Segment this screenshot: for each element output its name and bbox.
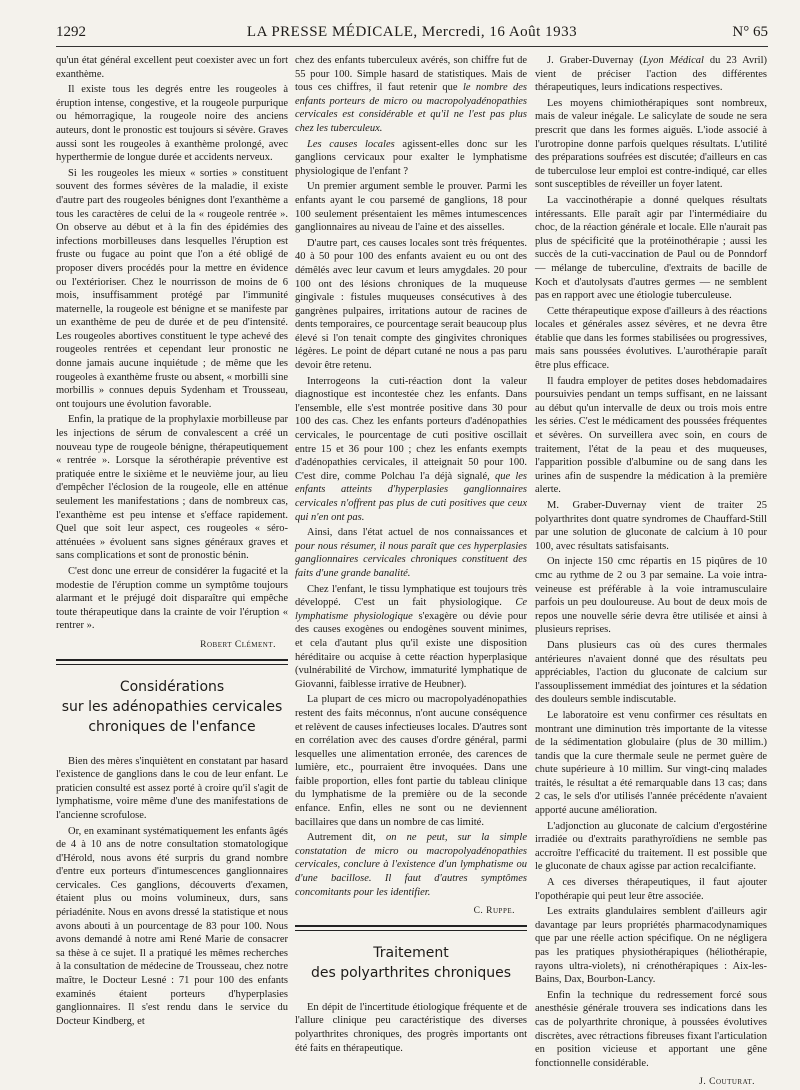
paragraph: Les moyens chimiothérapiques sont nombreux, mais de valeur inégale. Le salicylate de soude ne sera prescrit que dans les formes aiguës. L'iode associé à l'urotropine donne parfois quelques résultats. L'utilité des préparations soufrées est discutée; d'ailleurs en cas de tuberculose leur emploi est contre-indiqué, car elles sont susceptibles de réveiller un foyer latent.: [535, 97, 767, 191]
paragraph: [295, 138, 527, 179]
paragraph: [295, 54, 527, 136]
article-title: [56, 677, 288, 737]
article-title: [295, 943, 527, 983]
column-2: [295, 54, 527, 1064]
author-signature: J. Couturat.: [699, 1077, 755, 1088]
paragraph: [295, 831, 527, 899]
paragraph: Il faudra employer de petites doses hebdomadaires poursuivies pendant un temps suffisant, en ne laissant au début qu'un intervalle de deux ou trois mois entre les séries. C'est le médicament des poussées fréquentes et sévères. On surveillera avec soin, en cours de traitement, l'état de la peau et des muqueuses, l'apparition possible d'albumine ou de sang dans les urines afin de suspendre la médication à la première alerte.: [535, 375, 767, 496]
text-run: chez des enfants tuberculeux avérés, son chiffre fut de 55 pour 100. Simple hasard de statistiques. Mais de tous ces chiffres, il faut retenir que: [295, 55, 527, 94]
emphasis: Les causes locales: [307, 138, 395, 150]
article-divider: [295, 925, 527, 931]
paragraph: En dépit de l'incertitude étiologique fréquente et de l'allure clinique peu caractéristique des diverses polyarthrites chroniques, des progrès importants ont été faits en thérapeutique.: [295, 1001, 527, 1054]
running-header: [56, 22, 768, 46]
paragraph: [295, 526, 527, 580]
paragraph: On injecte 150 cmc répartis en 15 piqûres de 10 cmc au rythme de 2 ou 3 par semaine. La voie intra-veineuse est préférable à la voie intramusculaire parfois un peu douloureuse. Au bout de deux mois de repos une nouvelle série devra être utilisée et ainsi à plusieurs reprises.: [535, 556, 767, 636]
paragraph: Un premier argument semble le prouver. Parmi les enfants ayant le cou parsemé de ganglions, 18 pour 100 seulement présentaient les mêmes intumescences ganglionnaires au niveau de l'aine et des aisselles.: [295, 181, 527, 234]
author-signature: Robert Clément.: [200, 639, 276, 650]
emphasis: que les enfants atteints d'hyperplasies ganglionnaires cervicales n'offrent pas plus de cuti positives que ceux qui n'en ont pas.: [295, 470, 527, 523]
text-run: Ainsi, dans l'état actuel de nos connaissances et: [307, 527, 527, 539]
article-divider: [56, 659, 288, 665]
emphasis: pour nous résumer, il nous paraît que ces hyperplasies ganglionnaires cervicales chroniques constituent des faits d'une grande banalité.: [295, 540, 527, 579]
paragraph: M. Graber-Duvernay vient de traiter 25 polyarthrites dont quatre syndromes de Chauffard-Still par une solution de gluconate de calcium à 10 pour 100, avec résultats satisfaisants.: [535, 500, 767, 552]
paragraph: Les extraits glandulaires semblent d'ailleurs agir davantage par leurs propriétés pharmacodynamiques que par une réelle action spécifique. On ne négligera pas les pratiques physiothérapiques (héliothérapie, rayons ultra-violets), ni crénothérapiques : Aix-les-Bains, Dax, Bourbon-Lancy.: [535, 906, 767, 986]
emphasis: Ce lymphatisme physiologique: [295, 597, 527, 622]
author-signature: C. Ruppe.: [473, 906, 515, 917]
article-title-line: Traitement: [373, 944, 449, 961]
paragraph: Dans plusieurs cas où des cures thermales antérieures n'avaient donné que des résultats peu appréciables, l'action du gluconate de calcium sur l'assouplissement immédiat des jointures et la sédation des douleurs semble indiscutable.: [535, 639, 767, 706]
paragraph: [295, 583, 527, 692]
text-run: Autrement dit,: [307, 832, 386, 844]
page-number: 1292: [56, 24, 86, 40]
paragraph: [535, 54, 767, 95]
paragraph: Le laboratoire est venu confirmer ces résultats en montrant une diminution très importante de la vitesse de la sédimentation globulaire (plus de 30 millim.) tandis que la cure thermale seule ne permet guère de chute supérieure à 10 millim. Sur vingt-cinq malades traités, le résultat a été remarquable dans 13 cas; dans 2 cas, le sels d'or utilisés l'année précédente n'avaient apporté aucune amélioration.: [535, 709, 767, 817]
paragraph: Si les rougeoles les mieux « sorties » constituent souvent des formes sévères de la maladie, il existe d'autre part des rougeoles bénignes dont l'exanthème a tous les caractères de celui de la « rougeole rentrée ». On observe au début et à la fin des épidémies des infections morbilleuses dans lesquelles l'éruption est fruste ou fugace au point que l'on a été obligé de proposer divers procédés pour la mettre en évidence ou l'extérioriser. Chez le nourrisson de moins de 6 mois, insuffisamment protégé par l'immunité maternelle, la rougeole est bénigne et se manifeste par un exanthème de peu de durée et de peu d'intensité. Les rougeoles abortives constituent le type achevé des rougeoles rentrées et cependant leur pronostic ne donne jamais aucune inquiétude ; de même que les rougeoles à exanthème fruste ou absent, « morbilli sine morbillis » connues depuis Sydenham et Trousseau, ont toujours une évolution favorable.: [56, 167, 288, 410]
emphasis: Lyon Médical: [642, 55, 704, 66]
text-run: s'exagère ou dévie pour des causes exogènes ou endogènes souvent minimes, et cela d'autant plus qu'il existe une disposition héréditaire ou acquise à cette réaction hyperplasique (vulnérabilité de Virchow, immaturité lymphatique de Giovanni, faiblesse irrative de Heubner).: [295, 610, 527, 690]
paragraph: Or, en examinant systématiquement les enfants âgés de 4 à 10 ans de notre consultation stomatologique d'Hérold, nous avons été surpris du grand nombre d'entre eux porteurs d'intumescences ganglionnaires cervicales. Ces ganglions, découverts d'examen, étaient plus ou moins volumineux, durs, sans périadénite. Nous en avons dressé la statistique et nous avons abouti à un pourcentage de 83 pour 100. Nous avons demandé à notre ami René Marie de consacrer sa thèse à ce sujet. Il a pratiqué les mêmes recherches à la consultation de médecine de Trousseau, chez notre maître, le Docteur Lesné : 71 pour 100 des enfants examinés étaient porteurs d'hyperplasies ganglionnaires. Il s'est rendu dans le service du Docteur Kindberg, et: [56, 825, 288, 1027]
text-run: agissent-elles donc sur les ganglions cervicaux pour exalter le lymphatisme physiologique de l'enfant ?: [295, 138, 527, 177]
paragraph: La plupart de ces micro ou macropolyadénopathies restent des faits méconnus, n'ont aucune conséquence et relèvent de causes infectieuses locales. D'autres sont en corrélation avec des causes d'ordre général, parmi lesquelles une alimentation erronée, des carences de lumière, etc., pourraient être invoquées. Dans une faible proportion, elles font partie du tableau clinique du lymphatisme de la première ou de la seconde enfance. Enfin, elles ne sont ou ne deviennent bacillaires que dans un nombre de cas limité.: [295, 694, 527, 828]
paragraph: Cette thérapeutique expose d'ailleurs à des réactions locales et générales assez sévères, et ne devra être établie que dans les formes stabilisées ou progressives, mais sans poussées évolutives. L'aurothérapie paraît être plus efficace.: [535, 305, 767, 372]
paragraph: La vaccinothérapie a donné quelques résultats intéressants. Elle paraît agir par l'intermédiaire du choc, de la réaction générale et locale. Elle n'aurait pas plus de spécificité que la protéinothérapie ; aussi les succès de la cuti-vaccination de Paul ou de Ponndorf — mélange de tuberculine, d'extraits de bacille de Koch et d'autolysats d'autres germes — ne semblent pas en rapport avec une étiologie tuberculeuse.: [535, 194, 767, 302]
paragraph: C'est donc une erreur de considérer la fugacité et la modestie de l'éruption comme un symptôme toujours alarmant et le préjugé doit disparaître qui empêche toute thérapeutique dans la crainte de voir l'éruption « rentrer ».: [56, 565, 288, 632]
paragraph: Enfin, la pratique de la prophylaxie morbilleuse par les injections de sérum de convalescent a créé un nouveau type de rougeole bénigne, thérapeutiquement « rentrée ». Lorsque la sérothérapie préventive est pratiquée entre le sixième et le neuvième jour, au lieu d'empêcher l'éclosion de la rougeole, elle en atténue seulement les manifestations ; dans de nombreux cas, l'exanthème est peu intense et s'efface rapidement. Quel que soit leur aspect, ces rougeoles « séro-atténuées » évoluent sans signes généraux graves et sans complications et sont de pronostic bénin.: [56, 414, 288, 562]
paragraph: qu'un état général excellent peut coexister avec un fort exanthème.: [56, 55, 288, 80]
column-3: [535, 54, 767, 1088]
column-1: [56, 54, 288, 1064]
paragraph: D'autre part, ces causes locales sont très fréquentes. 40 à 50 pour 100 des enfants avaient eu ou ont des démêlés avec leur cavum et leurs amygdales. 20 pour 100 ont des lésions chroniques de la muqueuse gingivale : fistules muqueuses consécutives à des gangrènes pulpaires, irritations autour de racines de dents temporaires, ce pourcentage serait beaucoup plus élevé si l'on tenait compte des gingivites chroniques légères. Le point de départ cutané ne nous a pas paru devoir être retenu.: [295, 237, 527, 372]
emphasis: le nombre des enfants porteurs de micro ou macropolyadénopathies cervicales est considérable et qu'il ne l'est pas plus chez les tuberculeux.: [295, 82, 528, 134]
article-title-line: Considérations: [119, 678, 225, 695]
paragraph: Enfin la technique du redressement forcé sous anesthésie générale trouvera ses indications dans les cas de polyarthrite chronique, à poussées évolutives discrètes, avec rétractions fibreuses fixant l'articulation en position vicieuse et apportant une gêne fonctionnelle considérable.: [535, 989, 767, 1069]
issue-number: N° 65: [732, 24, 768, 40]
emphasis: on ne peut, sur la simple constatation de micro ou macropolyadénopathies cervicales, conclure à l'existence d'un lymphatisme ou d'une bacillose. Il faut d'autres symptômes concomitants pour les identifier.: [295, 832, 527, 898]
text-run: du 23 Avril) vient de préciser l'action des différentes thérapeutiques, leurs indications respectives.: [535, 55, 767, 94]
article-title-line: des polyarthrites chroniques: [310, 964, 512, 981]
header-rule: [56, 46, 768, 47]
text-run: Interrogeons la cuti-réaction dont la valeur diagnostique est incontestée chez les enfants. Dans l'ensemble, elle s'est montrée positive dans 30 pour 100 des cas. Chez les enfants porteurs d'adénopathies cervicales, le pourcentage de cuti positive oscillait entre 15 et 36 pour 100 ; chez les enfants exempts d'adénopathies cervicales, il atteignait 50 pour 100. C'est dire, comme Polchau l'a déjà signalé,: [295, 375, 527, 482]
journal-title: LA PRESSE MÉDICALE, Mercredi, 16 Août 1933: [246, 24, 578, 40]
paragraph: A ces diverses thérapeutiques, il faut ajouter l'opothérapie qui peut leur être associée.: [535, 877, 767, 902]
paragraph: Bien des mères s'inquiètent en constatant par hasard l'existence de ganglions dans le cou de leur enfant. Le praticien consulté est assez porté à croire qu'il s'agit de lymphatisme, voire même d'une des manifestations de l'ancienne scrofulose.: [56, 755, 288, 821]
paragraph: Il existe tous les degrés entre les rougeoles à éruption intense, congestive, et la rougeole purpurique ou hémorragique, la rougeole noire des anciens auteurs, dont le pronostic est toujours si sévère. Graves aussi sont les rougeoles à exanthème prolongé, avec hyperthermie de longue durée et accidents nerveux.: [56, 84, 288, 164]
article-title-line: chroniques de l'enfance: [88, 718, 256, 735]
text-run: Chez l'enfant, le tissu lymphatique est toujours très développé. C'est un fait physiologique.: [295, 583, 527, 609]
text-run: J. Graber-Duvernay (: [547, 55, 643, 66]
paragraph: [295, 375, 527, 525]
paragraph: L'adjonction au gluconate de calcium d'ergostérine irradiée ou d'extraits parathyroïdiens ne semble pas accroître l'efficacité du traitement. Il est possible que le gluconate de chaux agisse par action recalcifiante.: [535, 820, 767, 873]
article-title-line: sur les adénopathies cervicales: [61, 698, 283, 715]
